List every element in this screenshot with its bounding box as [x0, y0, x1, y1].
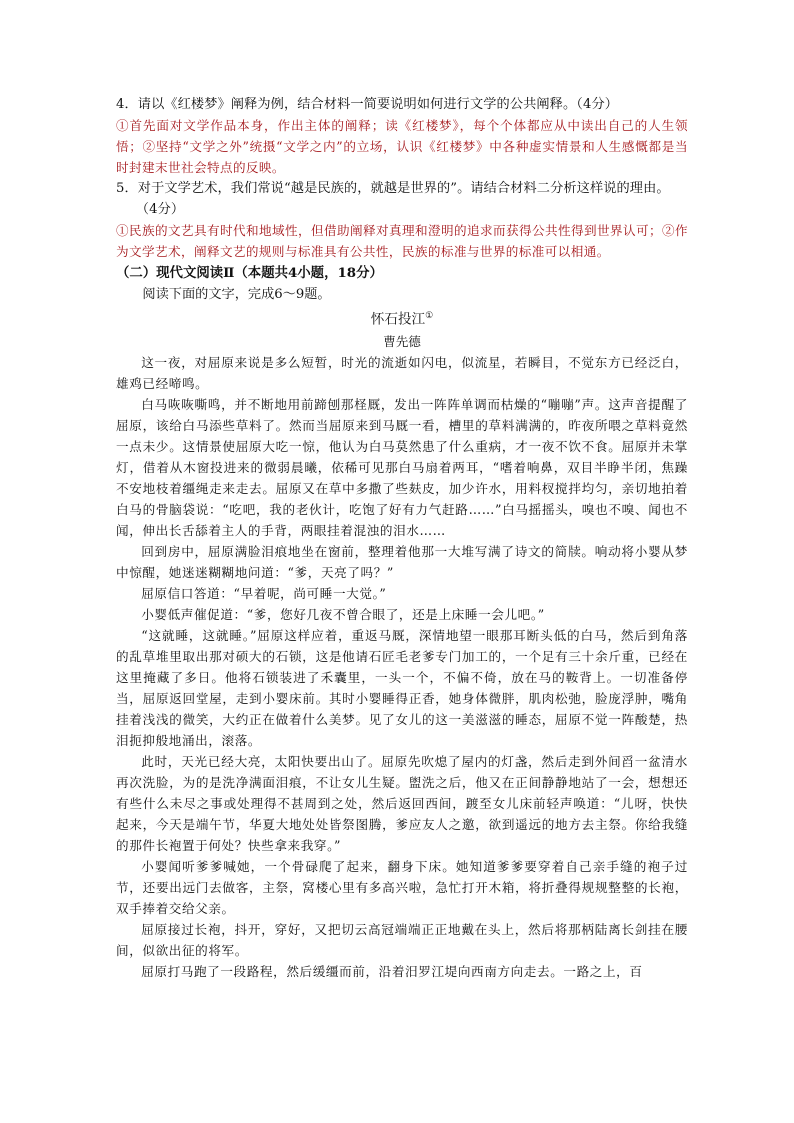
question-5: 5．对于文学艺术，我们常说“越是民族的，就越是世界的”。请结合材料二分析这样说的理由。: [116, 181, 670, 196]
article-author: 曹先德: [383, 333, 421, 349]
answer-4: ①首先面对文学作品本身，作出主体的阐释；读《红楼梦》，每个个体都应从中读出自己的人生领悟；②坚持“文学之外”统摄“文学之内”的立场，认识《红楼梦》中各种虚实情景和人生感慨都是当时封建末世社会特点的反映。: [116, 118, 688, 175]
paragraph: 此时，天光已经大亮，太阳快要出山了。屈原先吹熄了屋内的灯盏，然后走到外间舀一盆清水再次洗脸，为的是洗净满面泪痕，不让女儿生疑。盥洗之后，他又在正间静静地站了一会，想想还有些什么未尽之事或处理得不甚周到之处，然后返回西间，踱至女儿床前轻声唤道：“儿呀，快快起来，今天是端午节，华夏大地处处皆祭图腾，爹应友人之邀，欲到遥远的地方去主祭。你给我缝的那件长袍置于何处？快些拿来我穿。”: [116, 753, 688, 853]
paragraph: 这一夜，对屈原来说是多么短暂，时光的流逝如闪电，似流星，若瞬目，不觉东方已经泛白，雄鸡已经啼鸣。: [116, 354, 688, 391]
paragraph: 回到房中，屈原满脸泪痕地坐在窗前，整理着他那一大堆写满了诗文的简牍。响动将小婴从梦中惊醒，她迷迷糊糊地问道：“爹，天亮了吗？”: [116, 543, 688, 580]
question-4: 4．请以《红楼梦》阐释为例，结合材料一简要说明如何进行文学的公共阐释。（4分）: [116, 97, 619, 112]
paragraph: 小婴低声催促道：“爹，您好几夜不曾合眼了，还是上床睡一会儿吧。”: [141, 606, 545, 622]
article-title: [116, 306, 688, 331]
section-instruction: 阅读下面的文字，完成6～9题。: [142, 287, 331, 302]
question-5-points: （4分）: [135, 202, 185, 217]
paragraph: “这就睡，这就睡。”屈原这样应着，重返马厩，深情地望一眼那耳断头低的白马，然后到角落的乱草堆里取出那对硕大的石锁，这是他请石匠毛老爹专门加工的，一个足有三十余斤重，已经在这里掩藏了多日。他将石锁装进了禾囊里，一头一个，不偏不倚，放在马的鞍背上。一切准备停当，屈原返回堂屋，走到小婴床前。其时小婴睡得正香，她身体微胖，肌肉松弛，脸庞浮肿，嘴角挂着浅浅的微笑，大约正在做着什么美梦。见了女儿的这一美滋滋的睡态，屈原不觉一阵酸楚，热泪扼抑般地涌出，滚落。: [116, 627, 688, 748]
article-title-footnote: ①: [425, 311, 434, 321]
article-title-text: 怀石投江: [370, 311, 426, 328]
paragraph: 屈原接过长袍，抖开，穿好，又把切云高冠端端正正地戴在头上，然后将那柄陆离长剑挂在腰间，似欲出征的将军。: [116, 921, 688, 958]
paragraph: 白马咴咴嘶鸣，并不断地用前蹄刨那柽厩，发出一阵阵单调而枯燥的“嘣嘣”声。这声音提醒了屈原，该给白马添些草料了。然而当屈原来到马厩一看，槽里的草料满满的，昨夜所喂之草料竟然一点未少。这情景使屈原大吃一惊，他认为白马莫然患了什么重病，才一夜不饮不食。屈原并未掌灯，借着从木窗投进来的微弱晨曦，依稀可见那白马扇着两耳，“嗜着响鼻，双目半睁半闭，焦躁不安地枝着缰绳走来走去。屈原又在草中多撒了些麸皮，加少许水，用料杈搅拌均匀，亲切地拍着白马的骨脑袋说：“吃吧，我的老伙计，吃饱了好有力气赶路……”白马摇摇头，嗅也不嗅、闻也不闻，伸出长舌舔着主人的手背，两眼挂着混浊的泪水……: [116, 396, 688, 538]
article-body: [116, 352, 688, 982]
paragraph: 屈原打马跑了一段路程，然后缓缰而前，沿着汨罗江堤向西南方向走去。一路之上，百: [141, 963, 643, 979]
document-page: [116, 94, 688, 982]
answer-5: ①民族的文艺具有时代和地域性，但借助阐释对真理和澄明的追求而获得公共性得到世界认可；②作为文学艺术，阐释文艺的规则与标准具有公共性，民族的标准与世界的标准可以相通。: [116, 223, 688, 259]
section-heading: （二）现代文阅读Ⅱ（本题共4小题，18分）: [116, 265, 383, 281]
paragraph: 小婴闻听爹爹喊她，一个骨碌爬了起来，翻身下床。她知道爹爹要穿着自己亲手缝的袍子过节，还要出远门去做客，主祭，窝楼心里有多高兴啦，急忙打开木箱，将折叠得规规整整的长袍，双手捧着交给父亲。: [116, 858, 688, 916]
paragraph: 屈原信口答道：“早着呢，尚可睡一大觉。”: [141, 585, 387, 601]
